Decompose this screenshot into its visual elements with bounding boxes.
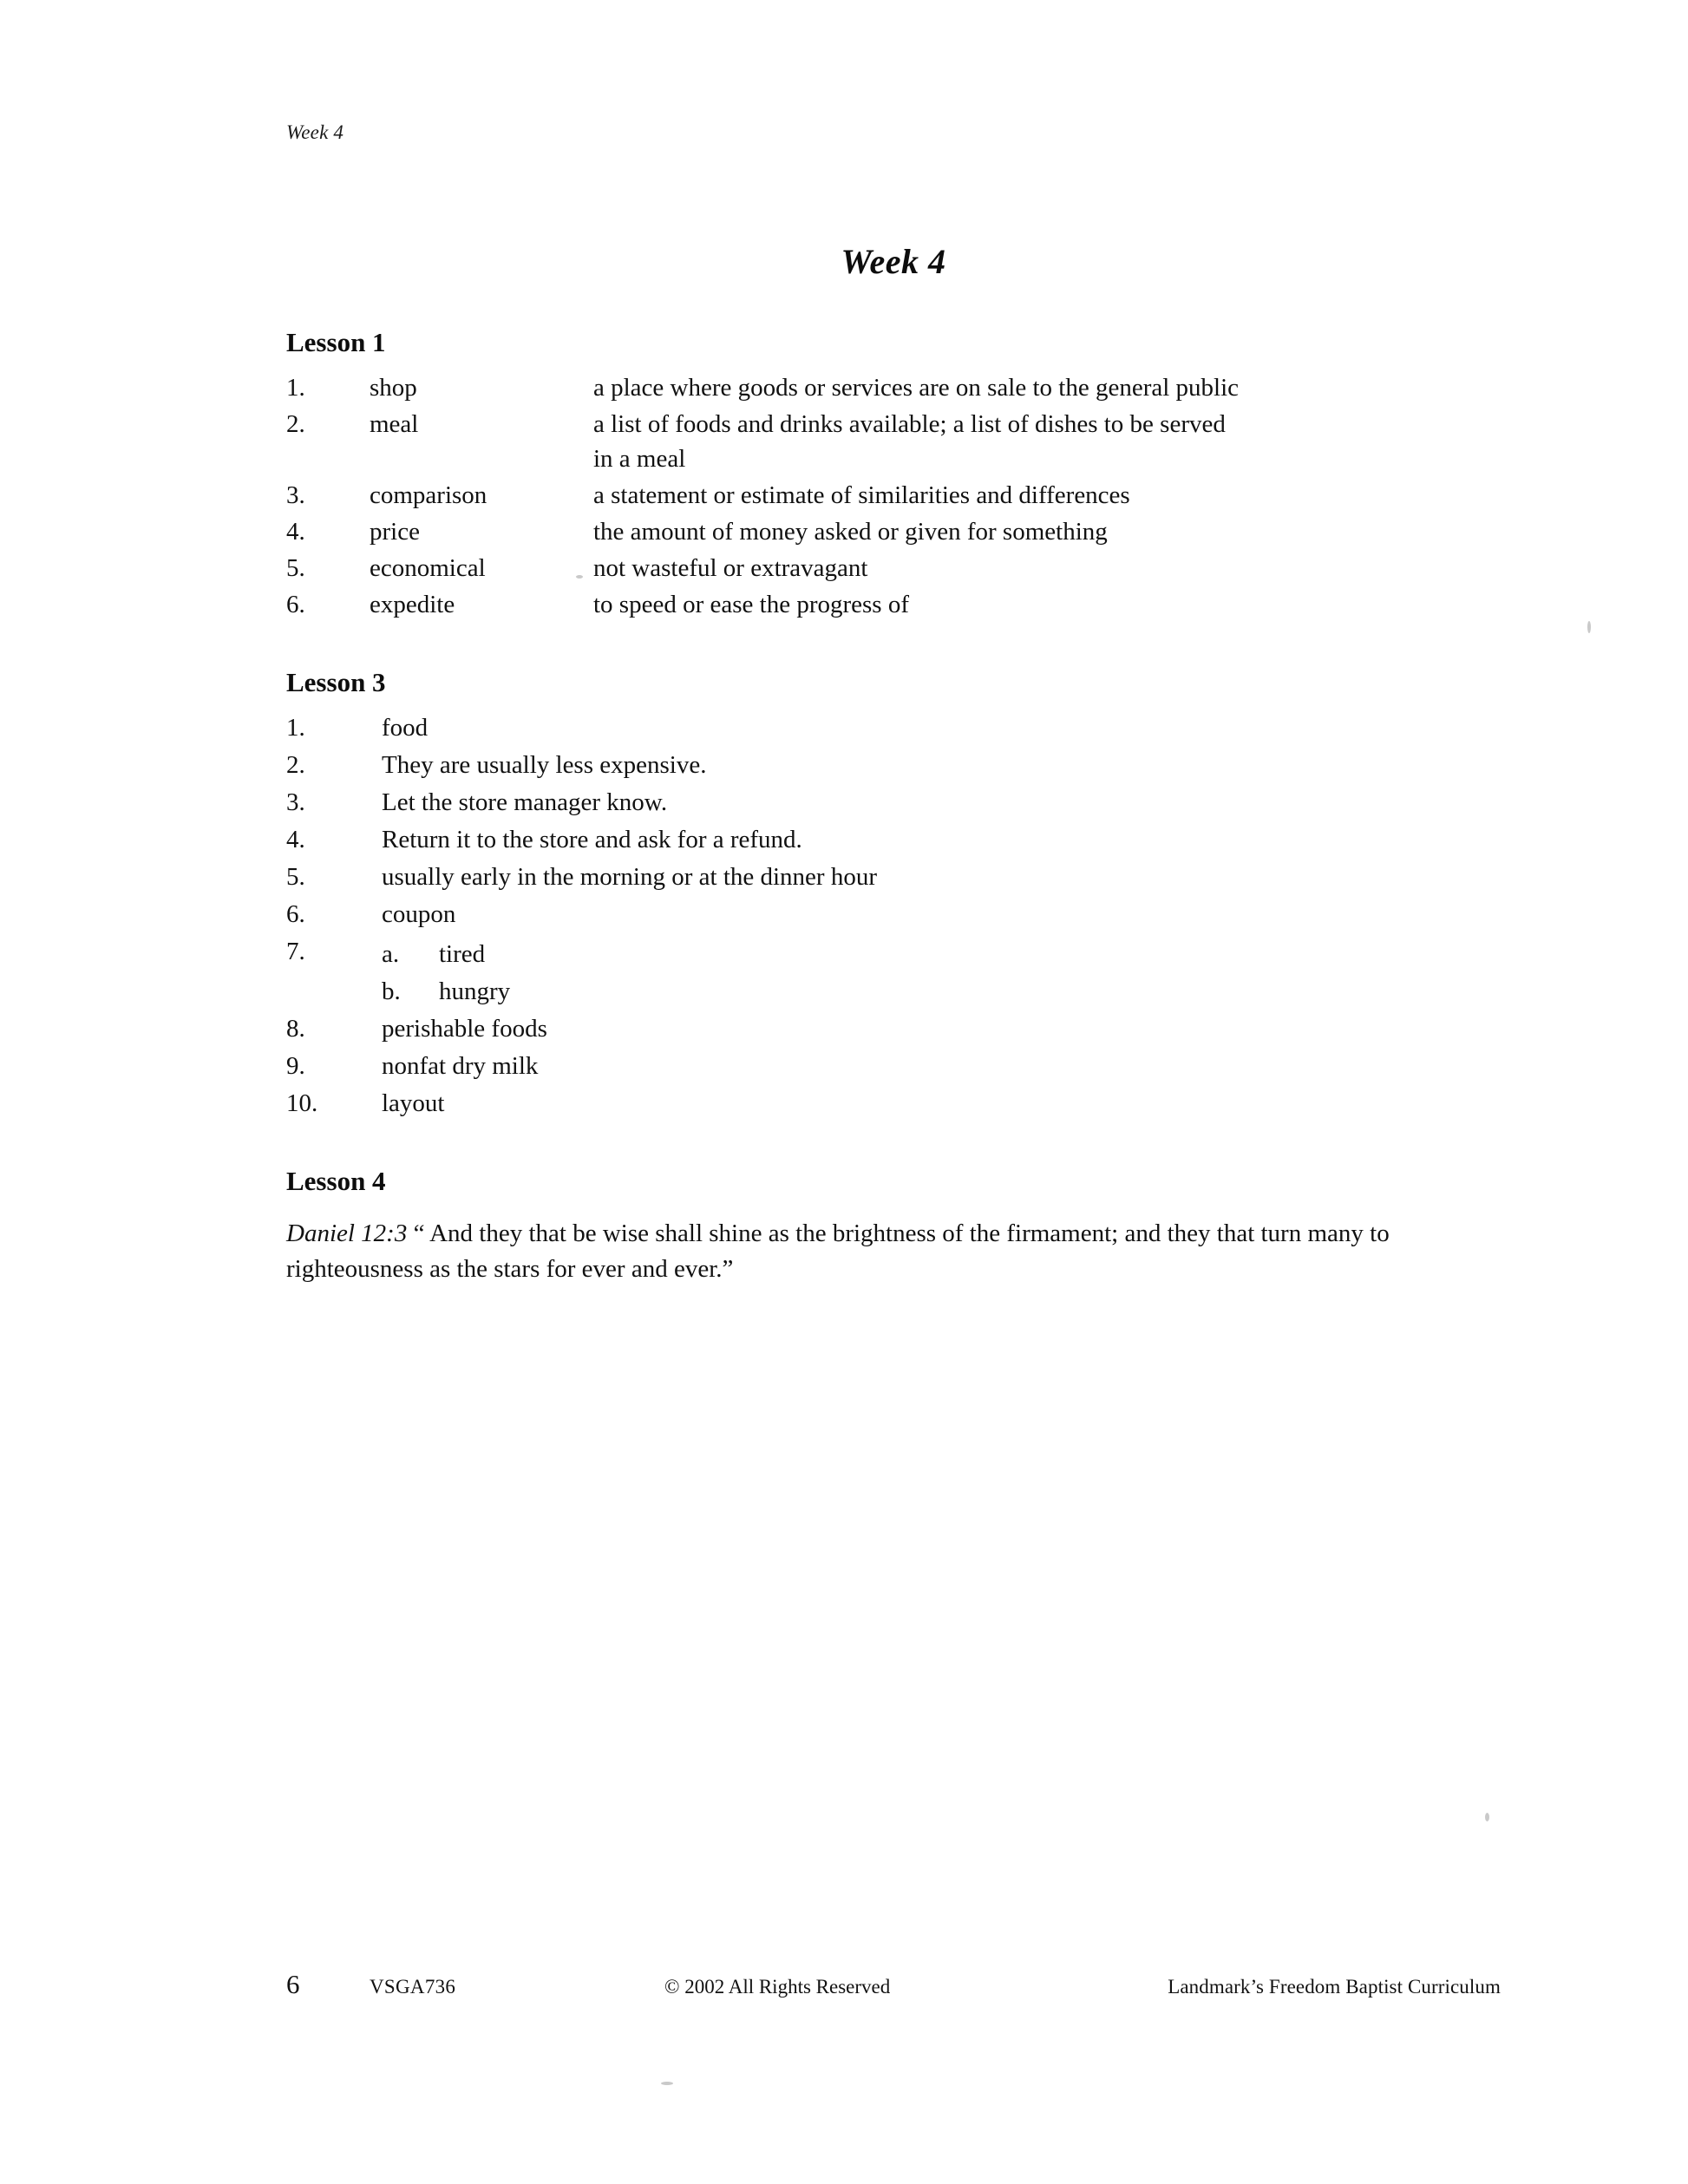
item-number: 4.	[286, 826, 305, 854]
item-number: 6.	[286, 900, 305, 929]
vocab-definition: the amount of money asked or given for something	[593, 518, 1108, 546]
list-item	[286, 710, 1501, 745]
sub-item-label: b.	[382, 978, 401, 1006]
vocab-definition: a place where goods or services are on sale to the general public	[593, 374, 1240, 402]
item-number: 1.	[286, 374, 305, 402]
list-item	[286, 785, 1501, 820]
item-number: 8.	[286, 1015, 305, 1043]
item-number: 6.	[286, 591, 305, 619]
item-number: 4.	[286, 518, 305, 546]
item-number: 1.	[286, 714, 305, 742]
list-item	[286, 370, 1501, 405]
scripture-verse	[286, 1216, 1483, 1287]
page-content	[286, 121, 1501, 1288]
section-heading-lesson-3: Lesson 3	[286, 667, 386, 698]
answer-text: layout	[382, 1089, 445, 1118]
sub-item-label: a.	[382, 940, 400, 969]
vocab-definition-line2: in a meal	[593, 445, 686, 474]
answer-text: Let the store manager know.	[382, 788, 668, 817]
list-item	[286, 514, 1501, 549]
vocab-term: meal	[370, 410, 419, 439]
section-heading-lesson-1: Lesson 1	[286, 327, 386, 357]
answer-text: nonfat dry milk	[382, 1052, 539, 1081]
answer-list	[286, 710, 1501, 1121]
vocab-term: economical	[370, 554, 486, 583]
list-item	[286, 860, 1501, 894]
answer-text: food	[382, 714, 429, 742]
item-number: 7.	[286, 938, 305, 966]
scan-speck	[1587, 621, 1591, 633]
item-number: 5.	[286, 554, 305, 583]
answer-text: They are usually less expensive.	[382, 751, 707, 780]
copyright-notice: © 2002 All Rights Reserved	[664, 1976, 891, 1998]
running-head: Week 4	[286, 121, 344, 143]
sub-item-text: hungry	[439, 978, 511, 1006]
vocab-definition	[593, 407, 1469, 476]
verse-reference: Daniel 12:3	[286, 1220, 408, 1248]
vocab-definition: to speed or ease the progress of	[593, 591, 909, 619]
item-number: 10.	[286, 1089, 318, 1118]
list-item	[286, 1049, 1501, 1083]
publisher-name: Landmark’s Freedom Baptist Curriculum	[1168, 1976, 1501, 1998]
answer-text: coupon	[382, 900, 456, 929]
verse-text: “ And they that be wise shall shine as the brightness of the firmament; and they that turn many to righteousness as the stars for ever and ever.”	[286, 1220, 1390, 1284]
vocab-term: price	[370, 518, 420, 546]
sub-list-item	[382, 974, 1501, 1009]
list-item	[286, 748, 1501, 782]
vocab-definition: not wasteful or extravagant	[593, 554, 868, 583]
sub-item-text: tired	[439, 940, 486, 969]
item-number: 3.	[286, 481, 305, 510]
list-item	[286, 587, 1501, 622]
answer-text: perishable foods	[382, 1015, 547, 1043]
item-number: 2.	[286, 751, 305, 780]
answer-text: Return it to the store and ask for a refund.	[382, 826, 802, 854]
item-number: 5.	[286, 863, 305, 892]
vocab-term: comparison	[370, 481, 487, 510]
item-number: 2.	[286, 410, 305, 439]
list-item	[286, 551, 1501, 585]
item-number: 3.	[286, 788, 305, 817]
vocab-definition: a statement or estimate of similarities and differences	[593, 481, 1130, 510]
sub-list-item	[382, 937, 1501, 971]
section-heading-lesson-4: Lesson 4	[286, 1166, 386, 1197]
list-item	[286, 1011, 1501, 1046]
list-item	[286, 478, 1501, 513]
list-item	[286, 822, 1501, 857]
answer-text: usually early in the morning or at the dinner hour	[382, 863, 877, 892]
scan-speck	[661, 2082, 673, 2085]
list-item	[286, 1086, 1501, 1121]
document-code: VSGA736	[370, 1976, 456, 1998]
list-item	[286, 934, 1501, 1009]
item-number: 9.	[286, 1052, 305, 1081]
vocabulary-list	[286, 370, 1501, 622]
vocab-definition-line1: a list of foods and drinks available; a list of dishes to be served	[593, 410, 1226, 439]
page-number: 6	[286, 1969, 300, 1999]
vocab-term: expedite	[370, 591, 455, 619]
answer-subitems	[382, 934, 1501, 1009]
page-footer	[286, 1969, 1501, 2000]
vocab-term: shop	[370, 374, 417, 402]
scan-speck	[1485, 1813, 1489, 1821]
page-title: Week 4	[841, 242, 946, 281]
list-item	[286, 897, 1501, 932]
list-item	[286, 407, 1501, 476]
